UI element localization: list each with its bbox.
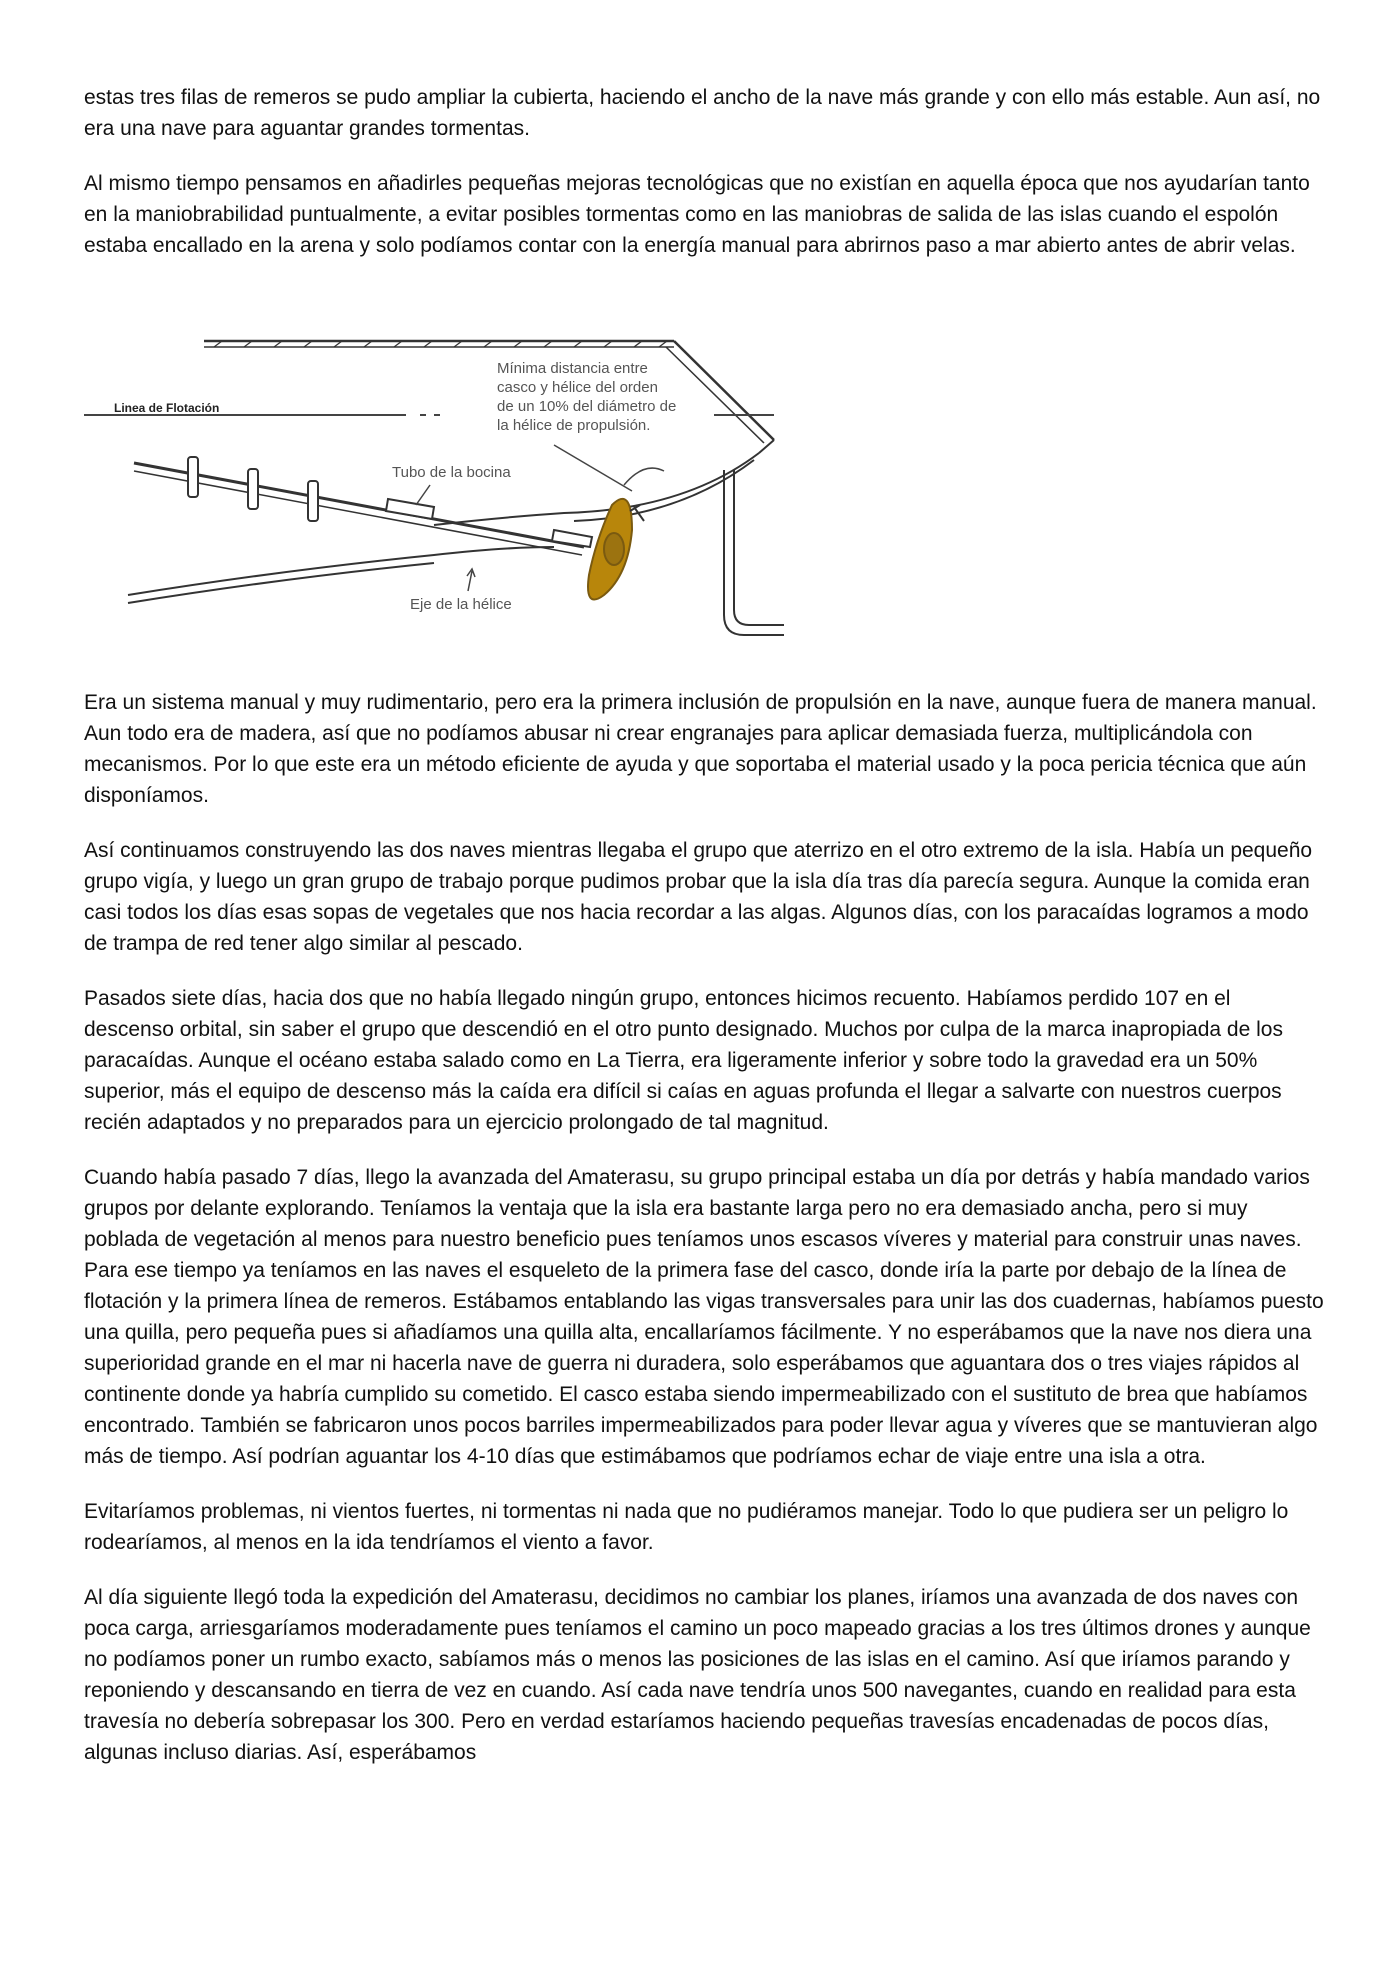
distance-note-line4: la hélice de propulsión. — [497, 417, 651, 434]
shaft-brackets — [188, 457, 318, 521]
stern-tube — [386, 499, 592, 547]
paragraph: Al mismo tiempo pensamos en añadirles pequeñas mejoras tecnológicas que no existían en aquella época que nos ayudarían tanto en la maniobrabilidad puntualmente, a evitar posibles tormentas como en las maniobras de salida de las islas cuando el espolón estaba encallado en la arena y solo podíamos contar con la energía manual para abrirnos paso a mar abierto antes de abrir velas. — [84, 172, 1310, 257]
rudder — [724, 470, 784, 635]
shaft-label: Eje de la hélice — [410, 596, 512, 613]
paragraph: estas tres filas de remeros se pudo ampliar la cubierta, haciendo el ancho de la nave más grande y con ello más estable. Aun así, no era una nave para aguantar grandes tormentas. — [84, 86, 1321, 140]
paragraph: Cuando había pasado 7 días, llego la avanzada del Amaterasu, su grupo principal estaba un día por detrás y había mandado varios grupos por delante explorando. Teníamos la ventaja que la isla era bastante larga pero no era demasiado ancha, pero si muy poblada de vegetación al menos para nuestro beneficio pues teníamos unos escasos víveres y material para construir unas naves. Para ese tiempo ya teníamos en las naves el esqueleto de la primera fase del casco, donde iría la parte por debajo de la línea de flotación y la primera línea de remeros. Estábamos entablando las vigas transversales para unir las dos cuadernas, habíamos puesto una quilla, pero pequeña pues si añadíamos una quilla alta, encallaríamos fácilmente. Y no esperábamos que la nave nos diera una superioridad grande en el mar ni hacerla nave de guerra ni duradera, solo esperábamos que aguantara dos o tres viajes rápidos al continente donde ya habría cumplido su cometido. El casco estaba siendo impermeabilizado con el sustituto de brea que habíamos encontrado. También se fabricaron unos pocos barriles impermeabilizados para poder llevar agua y víveres que se mantuvieran algo más de tiempo. Así podrían aguantar los 4-10 días que estimábamos que podríamos echar de viaje entre una isla a otra. — [84, 1166, 1324, 1468]
document-page — [84, 82, 1324, 1792]
distance-note-line2: casco y hélice del orden — [497, 379, 658, 396]
distance-note-line3: de un 10% del diámetro de — [497, 398, 677, 415]
paragraph: Era un sistema manual y muy rudimentario, pero era la primera inclusión de propulsión en la nave, aunque fuera de manera manual. Aun todo era de madera, así que no podíamos abusar ni crear engranajes para aplicar demasiada fuerza, multiplicándola con mecanismos. Por lo que este era un método eficiente de ayuda y que soportaba el material usado y la poca pericia técnica que aún disponíamos. — [84, 691, 1317, 807]
shaft-pointer-arrow — [467, 569, 475, 591]
tube-label: Tubo de la bocina — [392, 464, 511, 481]
paragraph: Evitaríamos problemas, ni vientos fuertes, ni tormentas ni nada que no pudiéramos manejar. Todo lo que pudiera ser un peligro lo rodearíamos, al menos en la ida tendríamos el viento a favor. — [84, 1500, 1289, 1554]
paragraph: Al día siguiente llegó toda la expedición del Amaterasu, decidimos no cambiar los planes, iríamos una avanzada de dos naves con poca carga, arriesgaríamos moderadamente pues teníamos el camino un poco mapeado gracias a los tres últimos drones y aunque no podíamos poner un rumbo exacto, sabíamos más o menos las posiciones de las islas en el camino. Así que iríamos parando y reponiendo y descansando en tierra de vez en cuando. Así cada nave tendría unos 500 navegantes, cuando en realidad para esta travesía no debería sobrepasar los 300. Pero en verdad estaríamos haciendo pequeñas travesías encadenadas de pocos días, algunas incluso diarias. Así, esperábamos — [84, 1586, 1311, 1764]
tube-pointer — [416, 485, 430, 505]
waterline-label: Linea de Flotación — [114, 401, 220, 415]
propeller-diagram — [84, 285, 1324, 661]
propeller-shaft — [134, 463, 584, 555]
paragraph: Pasados siete días, hacia dos que no había llegado ningún grupo, entonces hicimos recuento. Habíamos perdido 107 en el descenso orbital, sin saber el grupo que descendió en el otro punto designado. Muchos por culpa de la marca inapropiada de los paracaídas. Aunque el océano estaba salado como en La Tierra, era ligeramente inferior y sobre todo la gravedad era un 50% superior, más el equipo de descenso más la caída era difícil si caías en aguas profunda el llegar a salvarte con nuestros cuerpos recién adaptados y no preparados para un ejercicio prolongado de tal magnitud. — [84, 987, 1283, 1134]
paragraph: Así continuamos construyendo las dos naves mientras llegaba el grupo que aterrizo en el otro extremo de la isla. Había un pequeño grupo vigía, y luego un gran grupo de trabajo porque pudimos probar que la isla día tras día parecía segura. Aunque la comida eran casi todos los días esas sopas de vegetales que nos hacia recordar a las algas. Algunos días, con los paracaídas logramos a modo de trampa de red tener algo similar al pescado. — [84, 839, 1313, 955]
gap-annotation — [554, 445, 664, 491]
propeller-diagram-drawing — [84, 285, 1324, 661]
stern-line — [666, 341, 774, 453]
distance-note-line1: Mínima distancia entre — [497, 360, 648, 377]
deck-line — [204, 341, 674, 347]
